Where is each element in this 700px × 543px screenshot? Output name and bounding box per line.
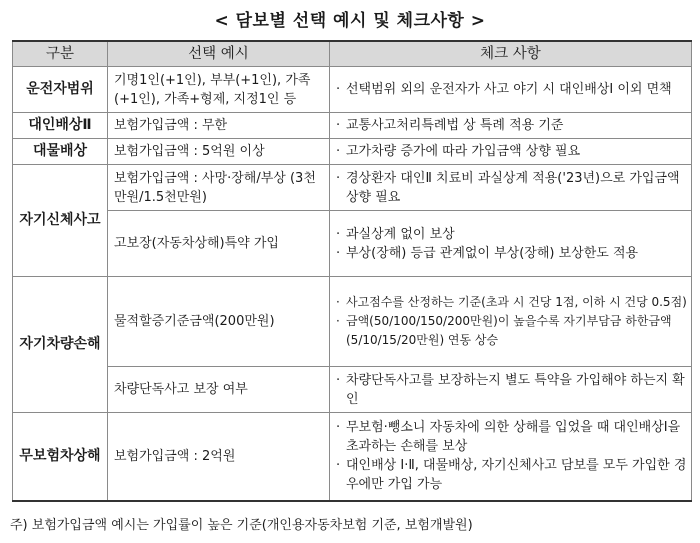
check-item: · 부상(장해) 등급 관계없이 부상(장해) 보상한도 적용 [336,244,687,263]
header-category: 구분 [13,41,108,67]
check-item: · 사고점수를 산정하는 기준(초과 시 건당 1점, 이하 시 건당 0.5점) [336,293,687,312]
check-cell [330,367,692,413]
example-cell: 물적할증기준금액(200만원) [108,277,330,367]
table-row-bodily-injury-2 [13,113,692,139]
example-cell: 보험가입금액 : 5억원 이상 [108,139,330,165]
category-cell: 대인배상Ⅱ [13,113,108,139]
check-item: · 교통사고처리특례법 상 특례 적용 기준 [336,116,687,135]
table-row-own-damage-a [13,277,692,367]
table-row-personal-injury-a [13,165,692,211]
table-header-row [13,41,692,67]
check-cell [330,413,692,501]
check-item: · 고가차량 증가에 따라 가입금액 상향 필요 [336,142,687,161]
example-cell: 보험가입금액 : 사망·장해/부상 (3천만원/1.5천만원) [108,165,330,211]
check-cell [330,211,692,277]
category-cell: 자기차량손해 [13,277,108,413]
check-item: · 금액(50/100/150/200만원)이 높을수록 자기부담금 하한금액(5/10/15/20만원) 연동 상승 [336,312,687,350]
check-cell [330,165,692,211]
example-cell: 차량단독사고 보장 여부 [108,367,330,413]
example-cell: 고보장(자동차상해)특약 가입 [108,211,330,277]
table-row-uninsured-motorist [13,413,692,501]
check-cell [330,113,692,139]
header-check: 체크 사항 [330,41,692,67]
example-cell: 보험가입금액 : 무한 [108,113,330,139]
category-cell: 대물배상 [13,139,108,165]
coverage-table [12,40,692,502]
check-item: · 차량단독사고를 보장하는지 별도 특약을 가입해야 하는지 확인 [336,371,687,409]
category-cell: 운전자범위 [13,67,108,113]
category-cell: 자기신체사고 [13,165,108,277]
check-item: · 대인배상 Ⅰ·Ⅱ, 대물배상, 자기신체사고 담보를 모두 가입한 경우에만 가입 가능 [336,456,687,494]
check-cell [330,139,692,165]
check-item: · 과실상계 없이 보상 [336,225,687,244]
check-item: · 무보험·뺑소니 자동차에 의한 상해를 입었을 때 대인배상Ⅰ을 초과하는 손해를 보상 [336,418,687,456]
check-item: · 선택범위 외의 운전자가 사고 야기 시 대인배상Ⅰ 이외 면책 [336,80,687,99]
category-cell: 무보험차상해 [13,413,108,501]
table-row-own-damage-b [13,367,692,413]
footnote: 주) 보험가입금액 예시는 가입률이 높은 기준(개인용자동차보험 기준, 보험개발원) [10,518,473,533]
check-cell [330,67,692,113]
table-row-personal-injury-b [13,211,692,277]
page-title: < 담보별 선택 예시 및 체크사항 > [214,11,486,31]
check-cell [330,277,692,367]
example-cell: 기명1인(+1인), 부부(+1인), 가족(+1인), 가족+형제, 지정1인 등 [108,67,330,113]
table-row-driver-range [13,67,692,113]
header-example: 선택 예시 [108,41,330,67]
example-cell: 보험가입금액 : 2억원 [108,413,330,501]
table-row-property-damage [13,139,692,165]
check-item: · 경상환자 대인Ⅱ 치료비 과실상계 적용('23년)으로 가입금액 상향 필요 [336,169,687,207]
